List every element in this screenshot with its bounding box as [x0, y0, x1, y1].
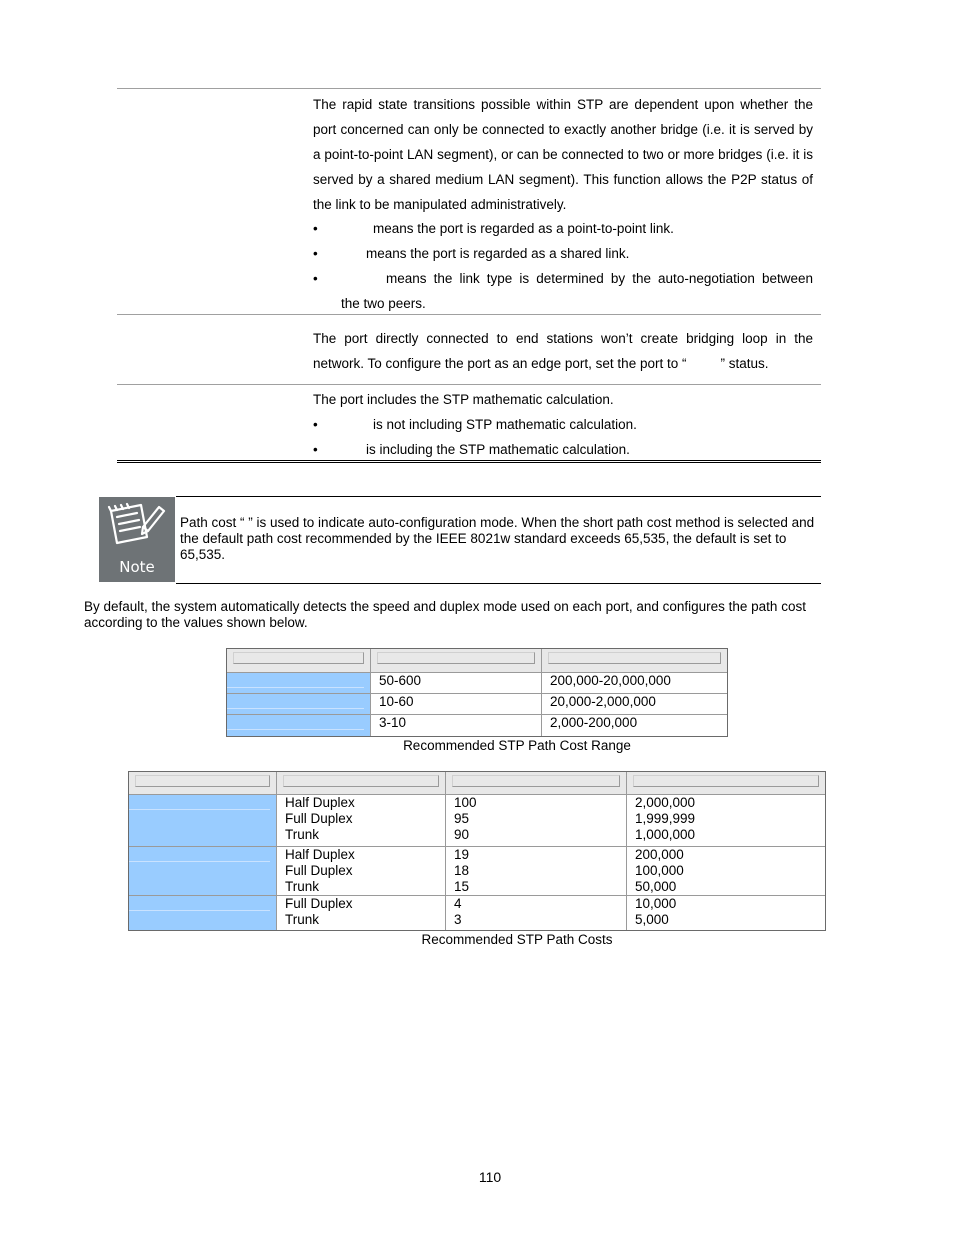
- edge-line-2: network. To configure the port as an edge port, set the port to “ ” status.: [313, 356, 769, 371]
- header-cell: [227, 649, 371, 673]
- table-row: [227, 673, 727, 694]
- row-divider: [117, 314, 821, 315]
- short-cost-cell: 100 95 90: [446, 795, 627, 847]
- p2p-description: The rapid state transitions possible within STP are dependent upon whether the port concerned can only be connected to exactly another bridge (i.e. it is served by a point-to-point LAN segment), or can be connected to two or more bridges (i.e. it is served by a shared medium LAN segment). This function allows the P2P status of the link to be manipulated administratively.: [313, 97, 813, 212]
- table-header-row: [227, 649, 727, 673]
- duplex-cell: Full Duplex Trunk: [277, 896, 446, 930]
- long-cost-cell: 10,000 5,000: [635, 896, 677, 927]
- table-row: [227, 694, 727, 715]
- bullet-dot: •: [313, 221, 318, 236]
- table-row: [227, 715, 727, 736]
- note-top-rule: [176, 496, 821, 497]
- p2p-bullet-3-continued: the two peers.: [341, 296, 426, 311]
- table-cell: 2,000-200,000: [550, 715, 638, 730]
- header-cell: [129, 772, 277, 795]
- table-row: [129, 896, 825, 930]
- range-table-caption: Recommended STP Path Cost Range: [403, 738, 631, 753]
- long-cost-cell: 200,000 100,000 50,000: [627, 847, 825, 896]
- short-cost-cell: 4 3: [446, 896, 627, 930]
- table-cell: 3-10: [371, 715, 542, 736]
- header-cell: [627, 772, 825, 795]
- row-label-cell: [227, 694, 371, 715]
- note-icon: [99, 497, 175, 582]
- stp-description: The port includes the STP mathematic calculation.: [313, 392, 614, 407]
- note-bottom-rule: [176, 583, 821, 584]
- path-cost-range-table: [226, 648, 728, 737]
- duplex-cell: Half Duplex Full Duplex Trunk: [277, 795, 446, 847]
- table-row: [129, 847, 825, 896]
- page-number: 110: [478, 1169, 502, 1185]
- table-header-row: [129, 772, 825, 795]
- table-cell: 50-600: [371, 673, 542, 694]
- row-label-cell: [129, 847, 277, 896]
- row-label-cell: [227, 715, 371, 736]
- edge-line-1: The port directly connected to end stations won’t create bridging loop in the: [313, 331, 813, 346]
- short-cost-cell: 19 18 15: [446, 847, 627, 896]
- table-cell: 20,000-2,000,000: [542, 694, 727, 715]
- table-bottom-rule: [117, 460, 821, 466]
- table-cell: 200,000-20,000,000: [542, 673, 727, 694]
- row-divider: [117, 384, 821, 385]
- intro-paragraph: By default, the system automatically detects the speed and duplex mode used on each port, and configures the path cost according to the values shown below.: [84, 599, 806, 630]
- note-label: Note: [119, 558, 155, 576]
- path-costs-table: [128, 771, 826, 931]
- note-text: Path cost “ ” is used to indicate auto-configuration mode. When the short path cost method is selected and the default path cost recommended by the IEEE 8021w standard exceeds 65,535, the default is set to 65,535.: [180, 515, 815, 562]
- notepad-pen-icon: [99, 497, 175, 557]
- header-cell: [371, 649, 542, 673]
- header-cell: [446, 772, 627, 795]
- duplex-cell: Half Duplex Full Duplex Trunk: [277, 847, 446, 896]
- bullet-dot: •: [313, 417, 318, 432]
- long-cost-cell: 2,000,000 1,999,999 1,000,000: [627, 795, 825, 847]
- header-cell: [542, 649, 727, 673]
- row-label-cell: [227, 673, 371, 694]
- bullet-dot: •: [313, 442, 318, 457]
- row-label-cell: [129, 795, 277, 847]
- table-cell: 10-60: [371, 694, 542, 715]
- path-costs-table-caption: Recommended STP Path Costs: [421, 932, 613, 947]
- row-label-cell: [129, 896, 277, 930]
- bullet-dot: •: [313, 246, 318, 261]
- header-cell: [277, 772, 446, 795]
- bullet-dot: •: [313, 271, 318, 286]
- table-row: [129, 795, 825, 847]
- table-top-rule: [117, 88, 821, 89]
